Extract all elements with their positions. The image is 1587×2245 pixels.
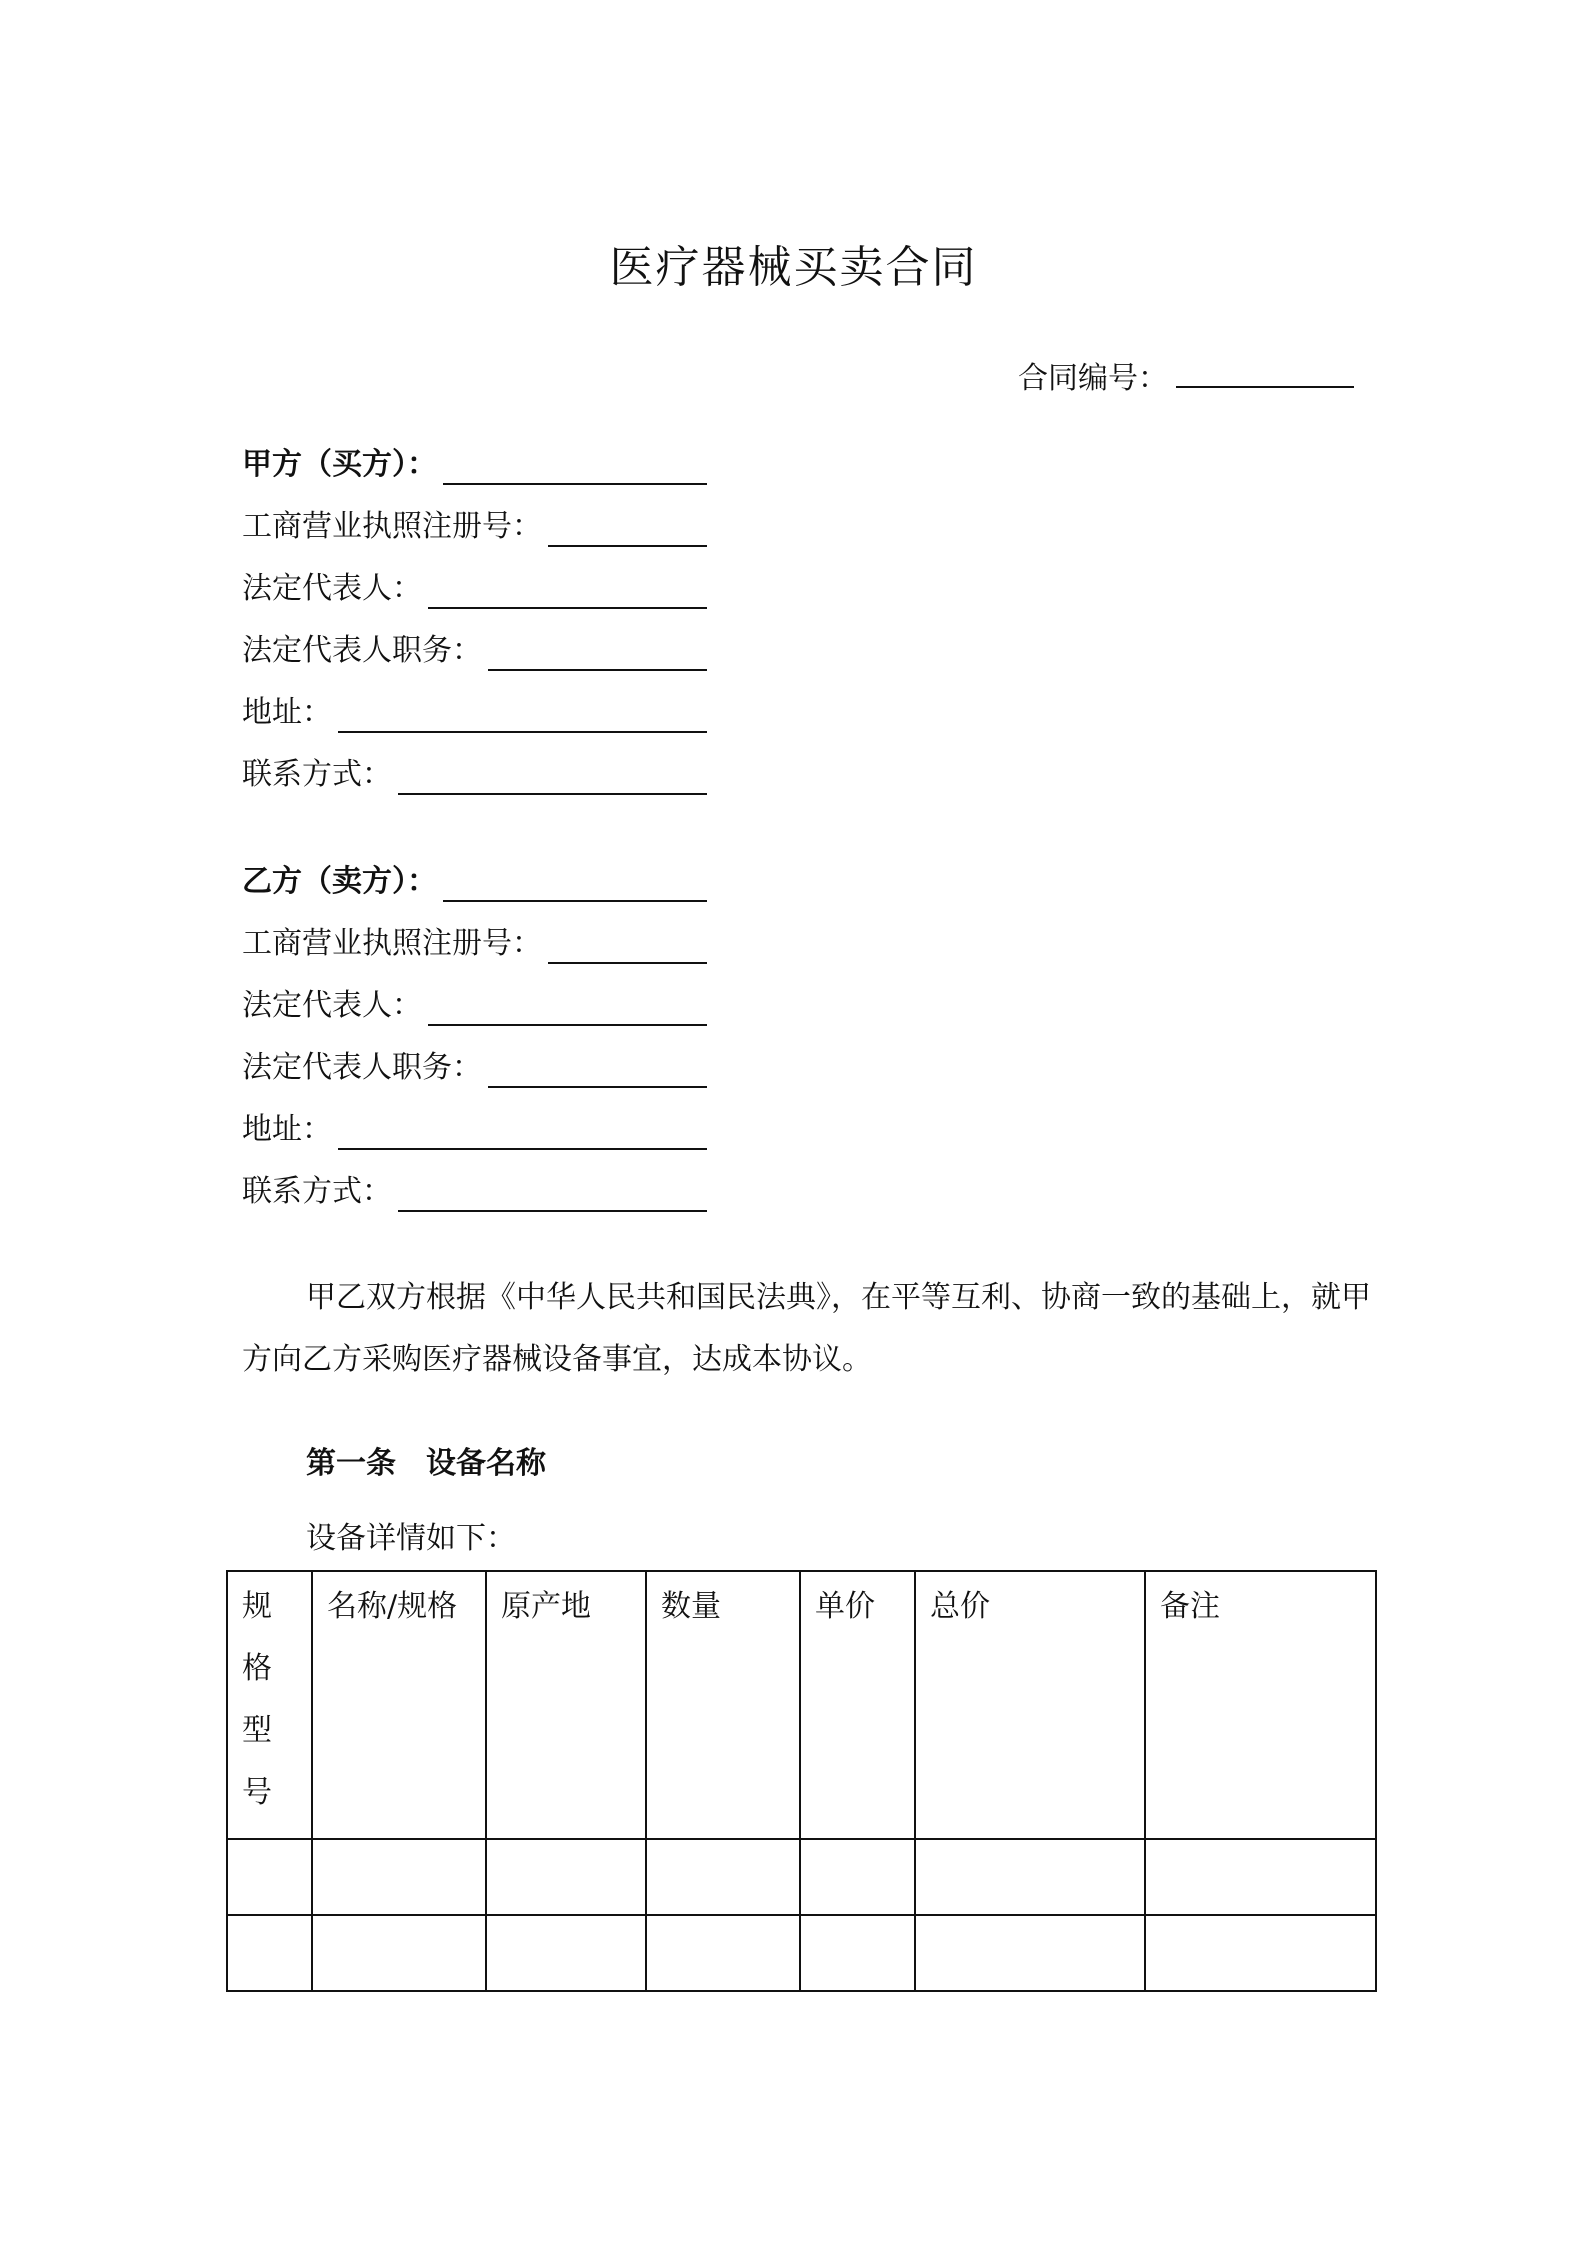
party-b-rep-row [242, 986, 707, 1026]
party-b-rep-title-blank[interactable] [488, 1056, 707, 1088]
table-row [227, 1915, 1376, 1991]
table-cell[interactable] [312, 1839, 486, 1915]
party-a-rep-label: 法定代表人： [242, 571, 422, 606]
header-remarks: 备注 [1145, 1571, 1376, 1839]
intro-paragraph [242, 1267, 1372, 1391]
header-name-spec: 名称/规格 [312, 1571, 486, 1839]
party-b-contact-row [242, 1172, 707, 1212]
party-a-contact-label: 联系方式： [242, 757, 392, 792]
party-b-rep-blank[interactable] [428, 994, 707, 1026]
header-model: 规格型号 [227, 1571, 312, 1839]
party-a-contact-blank[interactable] [398, 763, 707, 795]
header-total-price: 总价 [915, 1571, 1145, 1839]
table-cell[interactable] [915, 1839, 1145, 1915]
party-b-contact-label: 联系方式： [242, 1174, 392, 1209]
party-a-address-blank[interactable] [338, 701, 707, 733]
party-b-contact-blank[interactable] [398, 1180, 707, 1212]
party-b-license-label: 工商营业执照注册号： [242, 926, 542, 961]
table-cell[interactable] [227, 1915, 312, 1991]
table-cell[interactable] [646, 1839, 800, 1915]
party-b-rep-title-label: 法定代表人职务： [242, 1050, 482, 1085]
party-b-license-row [242, 924, 707, 964]
party-a-license-label: 工商营业执照注册号： [242, 509, 542, 544]
contract-number [1018, 356, 1354, 399]
table-cell[interactable] [800, 1839, 915, 1915]
article-1-subtitle: 设备详情如下： [306, 1521, 516, 1556]
table-cell[interactable] [486, 1915, 646, 1991]
contract-number-label: 合同编号： [1018, 361, 1168, 396]
header-quantity: 数量 [646, 1571, 800, 1839]
table-cell[interactable] [312, 1915, 486, 1991]
table-cell[interactable] [800, 1915, 915, 1991]
article-1-heading: 第一条 设备名称 [306, 1446, 546, 1481]
party-a-rep-title-row [242, 631, 707, 671]
table-cell[interactable] [227, 1839, 312, 1915]
party-b-rep-title-row [242, 1048, 707, 1088]
header-unit-price: 单价 [800, 1571, 915, 1839]
party-b-header-row [242, 862, 707, 902]
intro-text: 甲乙双方根据《中华人民共和国民法典》，在平等互利、协商一致的基础上，就甲方向乙方采购医疗器械设备事宜，达成本协议。 [242, 1280, 1371, 1377]
party-b-rep-label: 法定代表人： [242, 988, 422, 1023]
party-b-license-blank[interactable] [548, 932, 707, 964]
equipment-table [226, 1570, 1377, 1992]
party-a-header-row [242, 445, 707, 485]
table-cell[interactable] [915, 1915, 1145, 1991]
table-cell[interactable] [486, 1839, 646, 1915]
party-a-rep-row [242, 569, 707, 609]
party-a-header: 甲方（买方）： [242, 447, 437, 482]
party-a-rep-blank[interactable] [428, 577, 707, 609]
party-b-address-label: 地址： [242, 1112, 332, 1147]
party-b-header: 乙方（卖方）： [242, 864, 437, 899]
table-row [227, 1839, 1376, 1915]
party-a-rep-title-blank[interactable] [488, 639, 707, 671]
party-b-address-row [242, 1110, 707, 1150]
contract-number-blank[interactable] [1176, 356, 1354, 388]
table-cell[interactable] [1145, 1915, 1376, 1991]
party-a-address-row [242, 693, 707, 733]
party-a-license-blank[interactable] [548, 515, 707, 547]
party-b-name-blank[interactable] [443, 870, 707, 902]
party-a-name-blank[interactable] [443, 453, 707, 485]
party-a-contact-row [242, 755, 707, 795]
table-cell[interactable] [1145, 1839, 1376, 1915]
table-header-row [227, 1571, 1376, 1839]
party-b-address-blank[interactable] [338, 1118, 707, 1150]
party-a-rep-title-label: 法定代表人职务： [242, 633, 482, 668]
table-cell[interactable] [646, 1915, 800, 1991]
header-origin: 原产地 [486, 1571, 646, 1839]
document-title: 医疗器械买卖合同 [609, 242, 978, 293]
party-a-license-row [242, 507, 707, 547]
party-a-address-label: 地址： [242, 695, 332, 730]
